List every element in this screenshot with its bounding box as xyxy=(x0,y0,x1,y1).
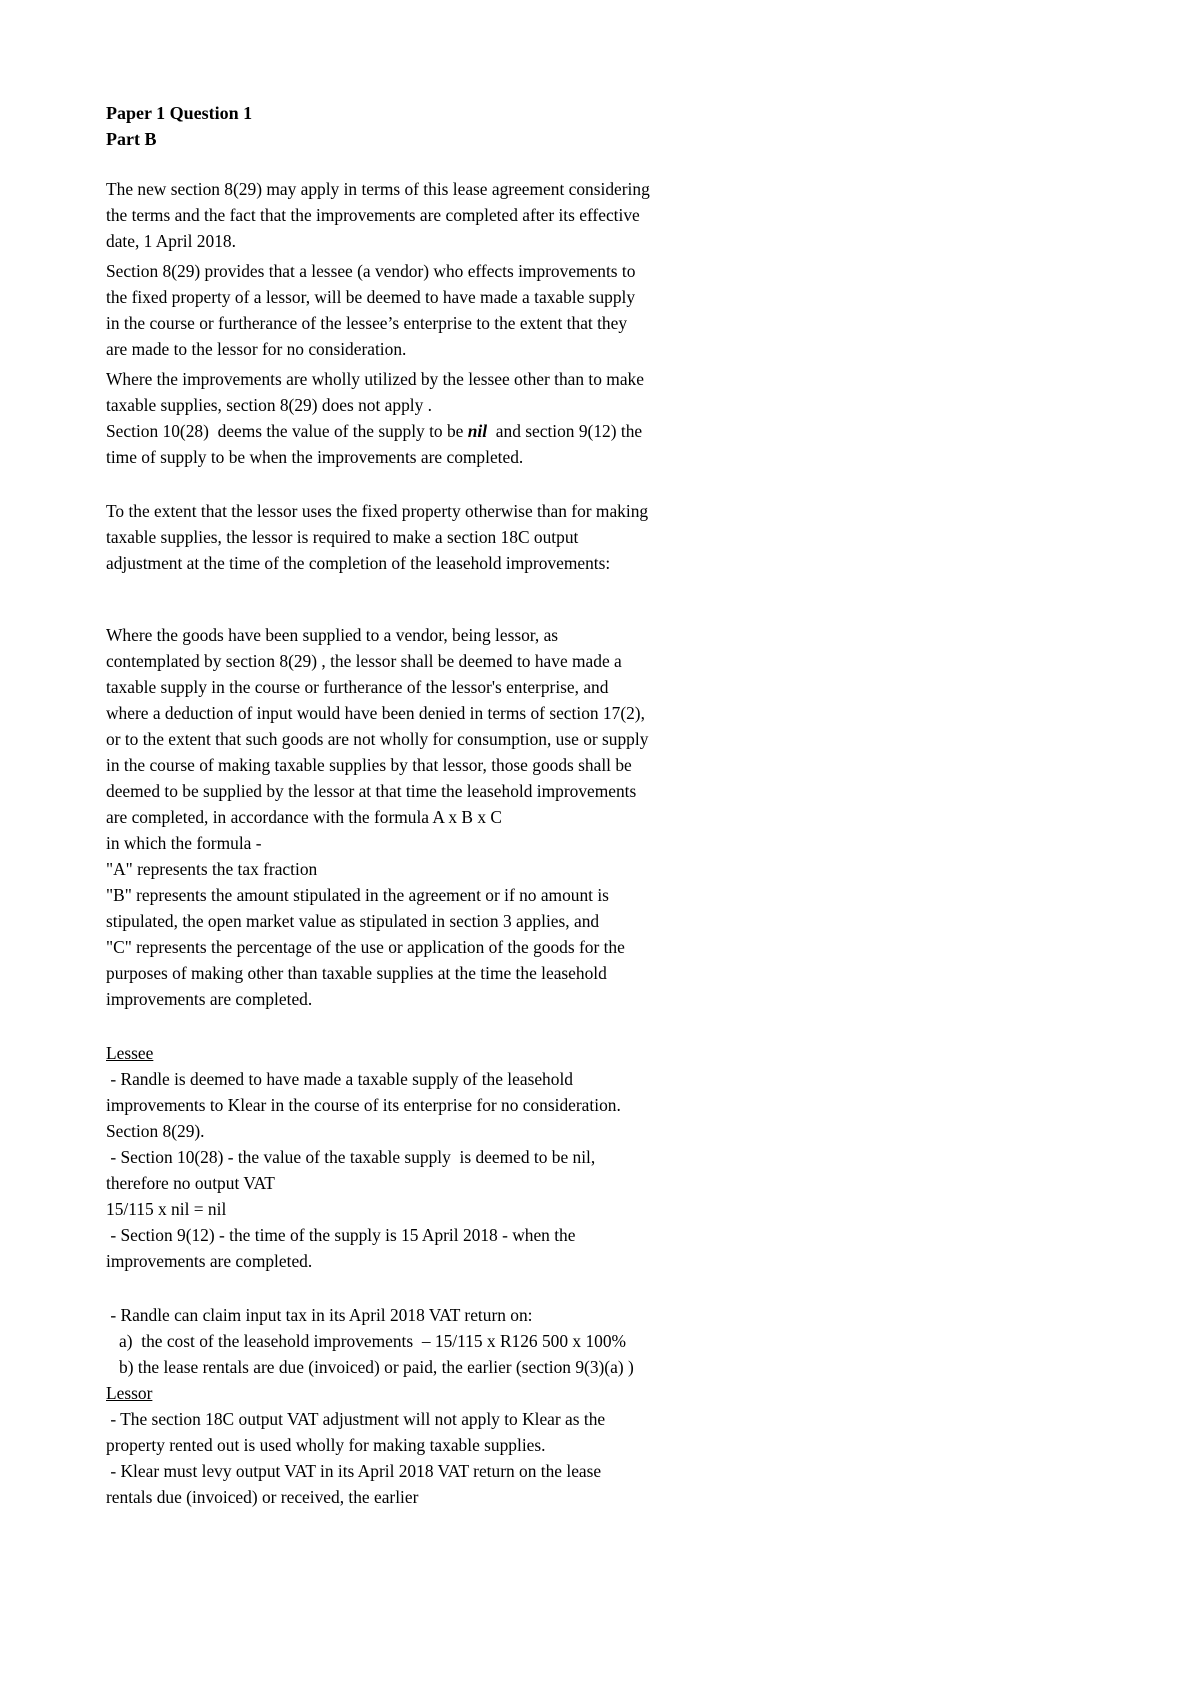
text-line: taxable supply in the course or furtherance of the lessor's enterprise, and xyxy=(106,677,609,697)
lessor-section xyxy=(106,1380,786,1510)
text-line: date, 1 April 2018. xyxy=(106,231,236,251)
text-line: Section 8(29). xyxy=(106,1121,205,1141)
document-page xyxy=(106,100,786,1510)
document-title: Paper 1 Question 1 xyxy=(106,103,253,123)
paragraph-formula xyxy=(106,622,786,1012)
text-line: taxable supplies, the lessor is required to make a section 18C output xyxy=(106,527,579,547)
text-line: adjustment at the time of the completion of the leasehold improvements: xyxy=(106,553,611,573)
paragraph-section-10-28 xyxy=(106,418,786,470)
text-line: b) the lease rentals are due (invoiced) or paid, the earlier (section 9(3)(a) ) xyxy=(106,1357,634,1377)
text-line: 15/115 x nil = nil xyxy=(106,1199,227,1219)
text-line: taxable supplies, section 8(29) does not apply . xyxy=(106,395,433,415)
lessee-heading: Lessee xyxy=(106,1043,154,1063)
text-line: improvements are completed. xyxy=(106,1251,313,1271)
lessor-heading: Lessor xyxy=(106,1383,153,1403)
text-line: The new section 8(29) may apply in terms of this lease agreement considering xyxy=(106,179,650,199)
text-line: - Randle can claim input tax in its April 2018 VAT return on: xyxy=(106,1305,533,1325)
text-line: the fixed property of a lessor, will be deemed to have made a taxable supply xyxy=(106,287,636,307)
text-line: therefore no output VAT xyxy=(106,1173,275,1193)
paragraph-section-18c xyxy=(106,498,786,576)
text-line: in the course or furtherance of the lessee’s enterprise to the extent that they xyxy=(106,313,628,333)
text-line: are made to the lessor for no consideration. xyxy=(106,339,407,359)
text-line: Section 8(29) provides that a lessee (a vendor) who effects improvements to xyxy=(106,261,636,281)
text-line: deemed to be supplied by the lessor at that time the leasehold improvements xyxy=(106,781,637,801)
text-line: purposes of making other than taxable supplies at the time the leasehold xyxy=(106,963,607,983)
text-line: - Randle is deemed to have made a taxable supply of the leasehold xyxy=(106,1069,573,1089)
spacer xyxy=(106,1274,786,1302)
spacer xyxy=(106,576,786,622)
text-line: improvements are completed. xyxy=(106,989,313,1009)
text-line: a) the cost of the leasehold improvements – 15/115 x R126 500 x 100% xyxy=(106,1331,627,1351)
text-line: To the extent that the lessor uses the fixed property otherwise than for making xyxy=(106,501,649,521)
text-line: Where the goods have been supplied to a vendor, being lessor, as xyxy=(106,625,559,645)
text-segment: and section 9(12) the xyxy=(487,421,643,441)
paragraph-wholly-utilized xyxy=(106,366,786,418)
text-line: Where the improvements are wholly utilized by the lessee other than to make xyxy=(106,369,644,389)
text-line: improvements to Klear in the course of its enterprise for no consideration. xyxy=(106,1095,621,1115)
document-part: Part B xyxy=(106,129,157,149)
text-line: time of supply to be when the improvements are completed. xyxy=(106,447,524,467)
text-line: rentals due (invoiced) or received, the earlier xyxy=(106,1487,419,1507)
text-line: - Klear must levy output VAT in its April 2018 VAT return on the lease xyxy=(106,1461,602,1481)
text-line: - Section 10(28) - the value of the taxable supply is deemed to be nil, xyxy=(106,1147,596,1167)
spacer xyxy=(106,1012,786,1040)
text-line: are completed, in accordance with the formula A x B x C xyxy=(106,807,502,827)
text-line: "C" represents the percentage of the use or application of the goods for the xyxy=(106,937,625,957)
text-line: property rented out is used wholly for making taxable supplies. xyxy=(106,1435,546,1455)
text-segment: Section 10(28) deems the value of the supply to be xyxy=(106,421,468,441)
text-line: in the course of making taxable supplies by that lessor, those goods shall be xyxy=(106,755,632,775)
text-line: the terms and the fact that the improvements are completed after its effective xyxy=(106,205,640,225)
emphasis-nil: nil xyxy=(467,421,488,441)
paragraph-section-8-29 xyxy=(106,258,786,362)
text-line: stipulated, the open market value as stipulated in section 3 applies, and xyxy=(106,911,600,931)
text-line: - The section 18C output VAT adjustment will not apply to Klear as the xyxy=(106,1409,606,1429)
paragraph-intro xyxy=(106,176,786,254)
text-line: - Section 9(12) - the time of the supply is 15 April 2018 - when the xyxy=(106,1225,576,1245)
text-line: contemplated by section 8(29) , the lessor shall be deemed to have made a xyxy=(106,651,622,671)
text-line: "B" represents the amount stipulated in the agreement or if no amount is xyxy=(106,885,609,905)
text-line: where a deduction of input would have been denied in terms of section 17(2), xyxy=(106,703,645,723)
spacer xyxy=(106,152,786,176)
spacer xyxy=(106,470,786,498)
text-line xyxy=(106,418,786,444)
lessee-section xyxy=(106,1040,786,1380)
text-line: "A" represents the tax fraction xyxy=(106,859,318,879)
text-line: or to the extent that such goods are not wholly for consumption, use or supply xyxy=(106,729,649,749)
text-line: in which the formula - xyxy=(106,833,262,853)
